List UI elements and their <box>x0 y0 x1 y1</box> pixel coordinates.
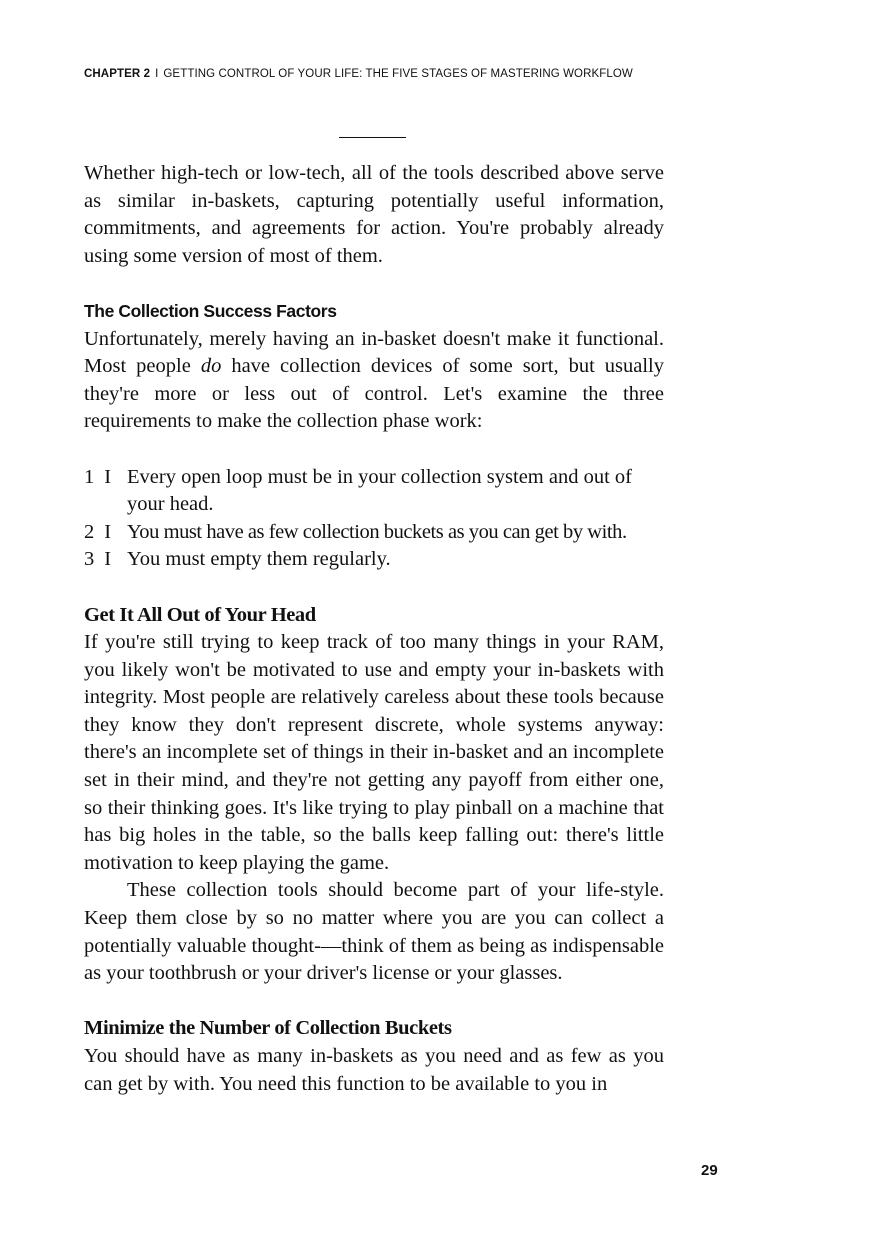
emphasis-text: do <box>200 355 222 378</box>
list-item <box>84 519 664 547</box>
spacer <box>84 270 664 298</box>
intro-paragraph: Whether high-tech or low-tech, all of the tools described above serve as similar in-baskets, capturing potentially useful information, commitments, and agreements for action. You're probably already using some version of most of them. <box>84 162 664 267</box>
list-number: 2 I <box>84 520 112 543</box>
chapter-label: CHAPTER 2 <box>84 68 151 80</box>
list-number: 3 I <box>84 548 112 571</box>
section-divider <box>339 137 406 138</box>
list-item-text: You must have as few collection buckets as you can get by with. <box>127 520 627 543</box>
running-head <box>84 68 633 80</box>
running-head-separator: I <box>155 68 159 80</box>
collection-tools-paragraph: These collection tools should become part of your life-style. Keep them close by so no matter where you are you can collect a potentially valuable thought-—think of them as being as indispensable as your toothbrush or your driver's license or your glasses. <box>84 879 664 985</box>
requirements-list <box>84 464 664 574</box>
body-text <box>84 160 664 1098</box>
subheading-get-it-all-out: Get It All Out of Your Head <box>84 603 316 626</box>
list-item-text: Every open loop must be in your collection system and out of your head. <box>127 465 633 516</box>
spacer <box>84 574 664 602</box>
list-item <box>84 464 664 519</box>
section-heading-collection-success-factors: The Collection Success Factors <box>84 300 337 321</box>
minimize-buckets-paragraph: You should have as many in-baskets as you need and as few as you can get by with. You need this function to be available to you in <box>84 1045 664 1095</box>
collection-success-paragraph <box>84 326 664 436</box>
chapter-title: GETTING CONTROL OF YOUR LIFE: THE FIVE STAGES OF MASTERING WORKFLOW <box>163 68 633 80</box>
spacer <box>84 988 664 1016</box>
list-item <box>84 546 664 574</box>
spacer <box>84 436 664 464</box>
paragraph-text: have collection devices of some sort, but usually they're more or less out of control. Let's examine the three requirements to make the collection phase work: <box>84 355 664 433</box>
list-item-text: You must empty them regularly. <box>127 548 391 571</box>
page-number: 29 <box>701 1162 718 1179</box>
list-number: 1 I <box>84 465 112 488</box>
subheading-minimize-buckets: Minimize the Number of Collection Buckets <box>84 1017 452 1040</box>
paragraph-text: Unfortunately, merely having an in-basket doesn't make it functional. Most people <box>84 327 664 378</box>
get-it-all-out-paragraph: If you're still trying to keep track of too many things in your RAM, you likely won't be motivated to use and empty your in-baskets with integrity. Most people are relatively careless about these tools because they know they don't represent discrete, whole systems anyway: there's an incomplete set of things in their in-basket and an incomplete set in their mind, and they're not getting any payoff from either one, so their thinking goes. It's like trying to play pinball on a machine that has big holes in the table, so the balls keep falling out: there's little motivation to keep playing the game. <box>84 631 664 874</box>
